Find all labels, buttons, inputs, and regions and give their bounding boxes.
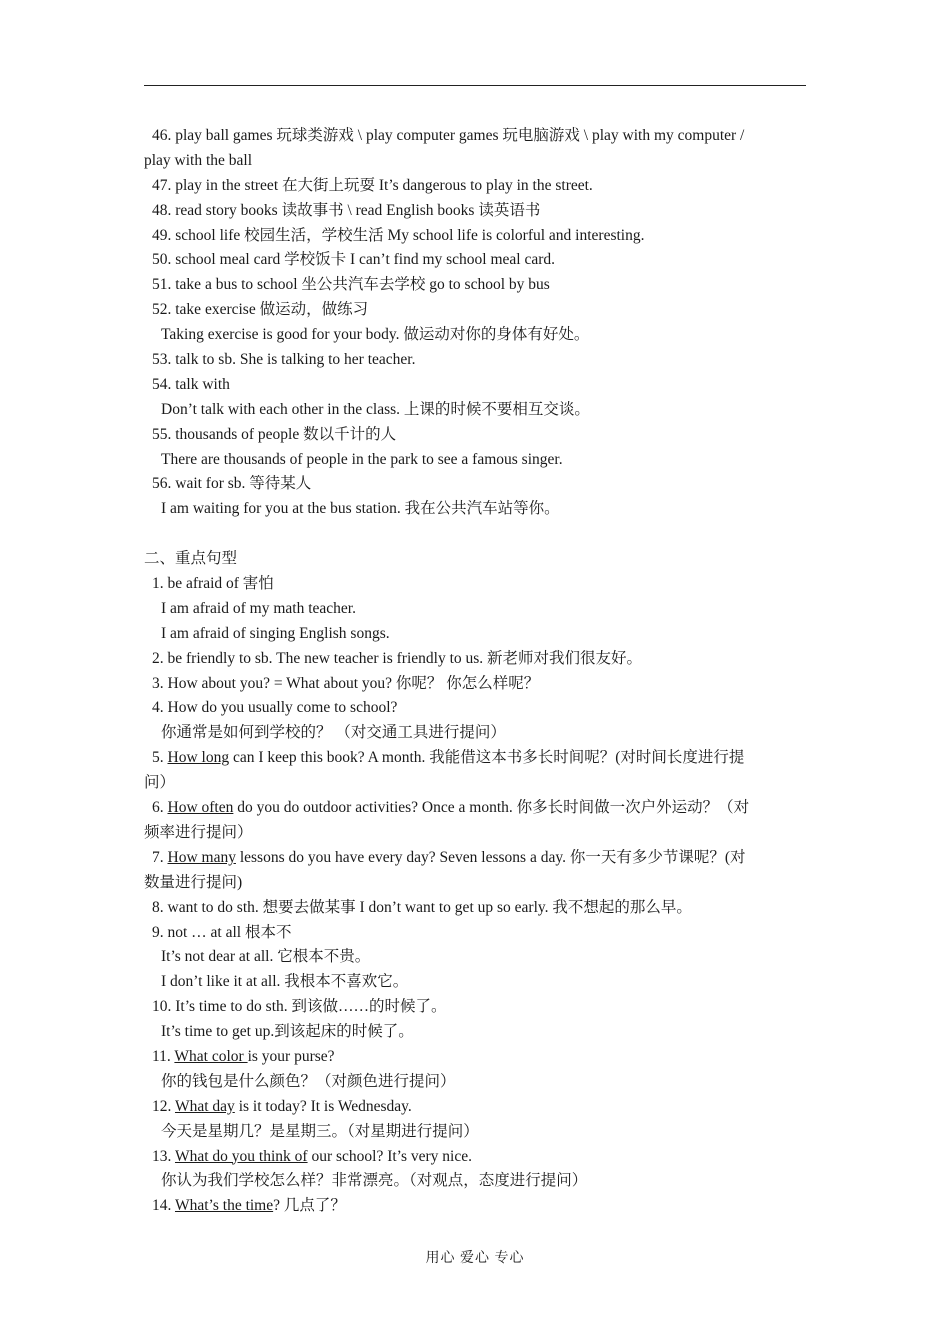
line-text: 51. take a bus to school 坐公共汽车去学校 go to school by bus <box>152 276 550 294</box>
text-line <box>144 945 808 970</box>
text-line <box>144 174 808 199</box>
line-text: 50. school meal card 学校饭卡 I can’t find my school meal card. <box>152 251 556 269</box>
text-line <box>144 995 808 1020</box>
text-line <box>144 248 808 273</box>
line-text-after: can I keep this book? A month. 我能借这本书多长时间呢？(对时间长度进行提 <box>229 749 745 767</box>
text-line <box>144 846 808 871</box>
line-text: 1. be afraid of 害怕 <box>152 575 274 593</box>
line-text: 47. play in the street 在大街上玩耍 It’s dangerous to play in the street. <box>152 176 593 194</box>
line-text: I am afraid of singing English songs. <box>161 624 390 642</box>
line-text: 7. <box>152 848 168 866</box>
line-text: Don’t talk with each other in the class. 上课的时候不要相互交谈。 <box>161 400 590 418</box>
text-line <box>144 597 808 622</box>
underlined-question-phrase: How long <box>167 749 230 767</box>
text-line <box>144 1045 808 1070</box>
text-line <box>144 547 808 572</box>
line-text: I don’t like it at all. 我根本不喜欢它。 <box>161 973 409 991</box>
text-line <box>144 273 808 298</box>
line-text: It’s not dear at all. 它根本不贵。 <box>161 948 371 966</box>
line-text: 问） <box>144 774 176 792</box>
underlined-question-phrase: What do you think of <box>174 1147 308 1165</box>
text-line <box>144 771 808 796</box>
text-line <box>144 1120 808 1145</box>
line-text: 48. read story books 读故事书 \ read English books 读英语书 <box>152 201 541 219</box>
text-line <box>144 472 808 497</box>
line-text: 二、重点句型 <box>144 550 238 568</box>
text-line <box>144 970 808 995</box>
line-text: 5. <box>152 749 168 767</box>
line-text: 53. talk to sb. She is talking to her teacher. <box>152 351 416 369</box>
text-line <box>144 1194 808 1219</box>
line-text-after: our school? It’s very nice. <box>307 1147 473 1165</box>
line-text: 6. <box>152 799 168 817</box>
line-text: 49. school life 校园生活，学校生活 My school life is colorful and interesting. <box>152 226 645 244</box>
line-text: 2. be friendly to sb. The new teacher is friendly to us. 新老师对我们很友好。 <box>152 649 643 667</box>
text-line <box>144 398 808 423</box>
text-line <box>144 1020 808 1045</box>
text-line <box>144 572 808 597</box>
line-text: There are thousands of people in the park to see a famous singer. <box>161 450 563 468</box>
line-text-after: lessons do you have every day? Seven lessons a day. 你一天有多少节课呢？(对 <box>235 848 746 866</box>
line-text: 54. talk with <box>152 375 230 393</box>
text-line <box>144 896 808 921</box>
text-line <box>144 821 808 846</box>
underlined-question-phrase: What’s the time <box>174 1197 274 1215</box>
line-text: I am waiting for you at the bus station. 我在公共汽车站等你。 <box>161 500 560 518</box>
line-text: 你认为我们学校怎么样？非常漂亮。（对观点，态度进行提问） <box>161 1172 588 1190</box>
text-line <box>144 298 808 323</box>
line-text: 你的钱包是什么颜色？（对颜色进行提问） <box>161 1072 456 1090</box>
underlined-question-phrase: How many <box>167 848 236 866</box>
text-line <box>144 871 808 896</box>
text-line <box>144 672 808 697</box>
text-line <box>144 497 808 522</box>
line-text: I am afraid of my math teacher. <box>161 599 356 617</box>
text-line <box>144 124 808 149</box>
text-line <box>144 622 808 647</box>
line-text: 今天是星期几？是星期三。（对星期进行提问） <box>161 1122 479 1140</box>
text-line <box>144 721 808 746</box>
text-line <box>144 746 808 771</box>
text-line <box>144 696 808 721</box>
line-text: 4. How do you usually come to school? <box>152 699 398 717</box>
line-text-after: do you do outdoor activities? Once a month. 你多长时间做一次户外运动？（对 <box>233 799 750 817</box>
underlined-question-phrase: What color <box>174 1047 248 1065</box>
page-footer: 用心 爱心 专心 <box>425 1251 525 1266</box>
line-text: 9. not … at all 根本不 <box>152 923 292 941</box>
text-line <box>144 1169 808 1194</box>
text-line <box>144 224 808 249</box>
line-text: 你通常是如何到学校的？ （对交通工具进行提问） <box>161 724 506 742</box>
underlined-question-phrase: What day <box>174 1097 235 1115</box>
text-line <box>144 1145 808 1170</box>
line-text: 14. <box>152 1197 175 1215</box>
line-text: 56. wait for sb. 等待某人 <box>152 475 312 493</box>
line-text-after: is your purse? <box>247 1047 335 1065</box>
text-line <box>144 149 808 174</box>
text-line <box>144 199 808 224</box>
text-line <box>144 921 808 946</box>
line-text: 11. <box>152 1047 175 1065</box>
line-text: 数量进行提问) <box>144 873 243 891</box>
line-text: 55. thousands of people 数以千计的人 <box>152 425 397 443</box>
text-line <box>144 448 808 473</box>
text-line <box>144 796 808 821</box>
text-line <box>144 323 808 348</box>
text-line <box>144 647 808 672</box>
text-line <box>144 1070 808 1095</box>
line-text: 8. want to do sth. 想要去做某事 I don’t want to get up so early. 我不想起的那么早。 <box>152 898 692 916</box>
line-text: It’s time to get up.到该起床的时候了。 <box>161 1023 414 1041</box>
line-text-after: ? 几点了？ <box>273 1197 346 1215</box>
text-line <box>144 1095 808 1120</box>
line-text-after: is it today? It is Wednesday. <box>234 1097 412 1115</box>
text-line <box>144 423 808 448</box>
text-line <box>144 348 808 373</box>
text-line <box>144 373 808 398</box>
line-text: 频率进行提问） <box>144 823 253 841</box>
line-text: 52. take exercise 做运动，做练习 <box>152 301 369 319</box>
header-rule <box>144 85 806 86</box>
document-body <box>144 124 808 1219</box>
line-text: 46. play ball games 玩球类游戏 \ play computer games 玩电脑游戏 \ play with my computer / <box>152 127 745 144</box>
blank-line <box>144 522 808 547</box>
line-text: 3. How about you? = What about you? 你呢？ 你怎么样呢？ <box>152 674 540 692</box>
line-text: 10. It’s time to do sth. 到该做……的时候了。 <box>152 998 447 1016</box>
line-text: Taking exercise is good for your body. 做运动对你的身体有好处。 <box>161 326 590 344</box>
line-text: 13. <box>152 1147 175 1165</box>
line-text: play with the ball <box>144 151 253 169</box>
underlined-question-phrase: How often <box>167 799 234 817</box>
line-text: 12. <box>152 1097 175 1115</box>
